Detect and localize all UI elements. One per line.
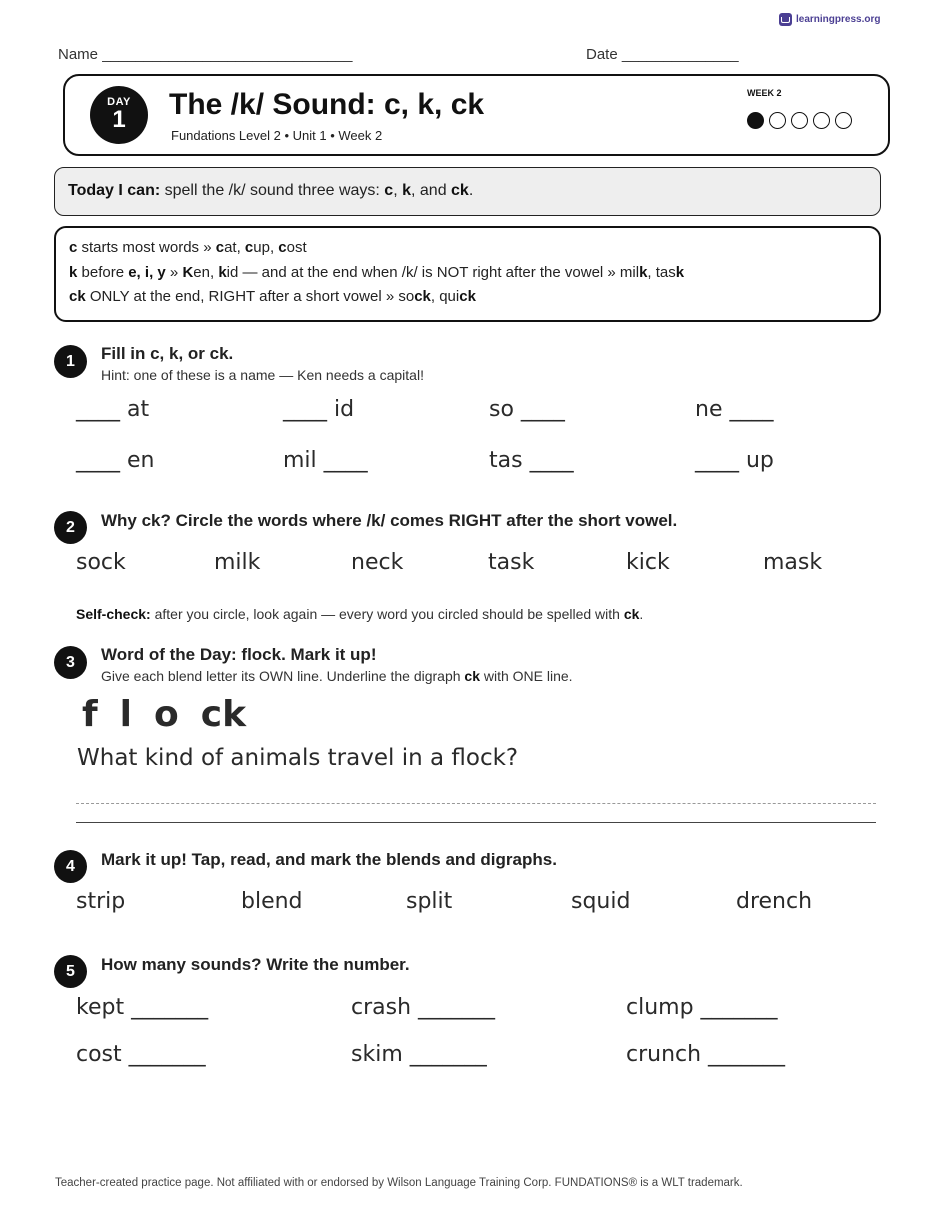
mark-word[interactable]: blend [241, 889, 303, 914]
rule-bold: ck [459, 288, 476, 305]
date-blank: ______________ [621, 46, 739, 63]
date-label: Date [586, 46, 618, 63]
writing-guide-dashed [76, 803, 876, 804]
rule-bold: c [215, 239, 225, 256]
brand-link[interactable] [779, 13, 880, 26]
circle-word[interactable]: milk [214, 550, 261, 575]
rule-bold: e, i, y [128, 263, 166, 281]
rule-key: ck [69, 288, 86, 305]
goal-ck: ck [451, 182, 469, 199]
sound-count-item[interactable]: cost _______ [76, 1042, 206, 1067]
goal-sep: , [393, 182, 403, 199]
self-check-end: . [639, 606, 644, 622]
rule-bold: k [675, 263, 685, 281]
sound-count-item[interactable]: skim _______ [351, 1042, 487, 1067]
goal-end: . [468, 182, 474, 199]
word-of-day-question: What kind of animals travel in a flock? [77, 745, 519, 771]
self-check-text: after you circle, look again — every word you circled should be spelled with [150, 606, 624, 622]
name-label: Name [58, 46, 99, 63]
rule-ck [69, 288, 866, 313]
week-dot-empty [813, 112, 830, 129]
fill-in-item[interactable]: ____ at [76, 397, 150, 422]
hint-text: Give each blend letter its OWN line. Underline the digraph [101, 668, 465, 684]
letter-tile[interactable]: f [82, 694, 98, 735]
week-dot-filled [747, 112, 764, 129]
page-title: The /k/ Sound: c, k, ck [169, 88, 485, 121]
question-1-hint: Hint: one of these is a name — Ken needs a capital! [101, 367, 424, 383]
learning-goal [54, 167, 881, 216]
question-2-title: Why ck? Circle the words where /k/ comes RIGHT after the short vowel. [101, 511, 678, 530]
rule-text: at, [224, 239, 245, 256]
rule-bold: K [182, 263, 194, 281]
footer-disclaimer: Teacher-created practice page. Not affiliated with or endorsed by Wilson Language Training Corp. FUNDATIONS® is a WLT trademark. [55, 1177, 743, 1189]
goal-text: spell the /k/ sound three ways: [160, 182, 385, 199]
goal-c: c [384, 182, 394, 199]
letter-tile[interactable]: l [119, 694, 133, 735]
hint-bold: ck [464, 668, 480, 684]
name-field[interactable] [58, 46, 352, 63]
rule-text: , qui [430, 288, 460, 305]
rule-bold: k [218, 263, 227, 281]
question-number-2: 2 [54, 511, 87, 544]
rule-bold: ck [414, 288, 431, 305]
week-progress [747, 112, 852, 129]
question-number-3: 3 [54, 646, 87, 679]
sound-count-item[interactable]: crash _______ [351, 995, 496, 1020]
question-number-1: 1 [54, 345, 87, 378]
week-label: WEEK 2 [747, 88, 782, 98]
rule-text: ONLY at the end, RIGHT after a short vowel » so [85, 288, 415, 305]
word-of-day-letters [82, 694, 268, 735]
rule-bold: k [639, 263, 648, 281]
circle-word[interactable]: kick [626, 550, 670, 575]
rule-bold: c [244, 239, 254, 256]
question-number-5: 5 [54, 955, 87, 988]
self-check-lead: Self-check: [76, 606, 151, 622]
writing-line[interactable] [76, 822, 876, 823]
page-subtitle: Fundations Level 2 • Unit 1 • Week 2 [171, 128, 383, 143]
brand-text: learningpress.org [796, 14, 881, 25]
self-check-note [76, 606, 643, 622]
mark-word[interactable]: squid [571, 889, 631, 914]
question-3-hint [101, 668, 573, 684]
sound-count-item[interactable]: clump _______ [626, 995, 778, 1020]
goal-lead: Today I can: [68, 182, 161, 199]
question-1-title: Fill in c, k, or ck. [101, 344, 234, 363]
fill-in-item[interactable]: ____ up [695, 448, 774, 473]
day-badge [90, 86, 148, 144]
self-check-bold: ck [623, 606, 640, 622]
rule-key: c [69, 239, 78, 256]
goal-sep: , and [411, 182, 452, 199]
day-label: DAY [107, 96, 131, 108]
fill-in-item[interactable]: ____ en [76, 448, 155, 473]
circle-word[interactable]: neck [351, 550, 404, 575]
circle-word[interactable]: task [488, 550, 535, 575]
rule-text: up, [253, 239, 279, 256]
fill-in-item[interactable]: so ____ [489, 397, 565, 422]
rule-text: » [165, 263, 183, 281]
fill-in-item[interactable]: ____ id [283, 397, 355, 422]
rule-key: k [69, 263, 78, 281]
question-4-title: Mark it up! Tap, read, and mark the blends and digraphs. [101, 850, 557, 869]
spelling-rules [54, 226, 881, 322]
day-number: 1 [112, 106, 126, 133]
lesson-header [63, 74, 890, 156]
book-icon [779, 13, 792, 26]
hint-text: with ONE line. [479, 668, 573, 684]
mark-word[interactable]: strip [76, 889, 126, 914]
question-number-4: 4 [54, 850, 87, 883]
goal-k: k [402, 182, 411, 199]
mark-word[interactable]: drench [736, 889, 813, 914]
fill-in-item[interactable]: mil ____ [283, 448, 368, 473]
date-field[interactable] [586, 46, 739, 63]
fill-in-item[interactable]: ne ____ [695, 397, 774, 422]
week-dot-empty [835, 112, 852, 129]
letter-tile[interactable]: ck [200, 694, 247, 735]
rule-text: before [77, 263, 129, 281]
mark-word[interactable]: split [406, 889, 453, 914]
name-blank: ______________________________ [102, 46, 353, 63]
sound-count-item[interactable]: crunch _______ [626, 1042, 786, 1067]
question-5-title: How many sounds? Write the number. [101, 955, 410, 974]
rule-k [69, 264, 866, 289]
fill-in-item[interactable]: tas ____ [489, 448, 574, 473]
rule-text: , tas [647, 263, 676, 281]
rule-bold: c [278, 239, 287, 256]
rule-text: en, [193, 263, 219, 281]
circle-word[interactable]: sock [76, 550, 126, 575]
rule-text: ost [286, 239, 307, 256]
sound-count-item[interactable]: kept _______ [76, 995, 209, 1020]
rule-text: id — and at the end when /k/ is NOT right after the vowel » mil [226, 263, 640, 281]
letter-tile[interactable]: o [154, 694, 179, 735]
week-dot-empty [769, 112, 786, 129]
rule-text: starts most words » [77, 239, 216, 256]
circle-word[interactable]: mask [763, 550, 823, 575]
rule-c [69, 239, 866, 264]
week-dot-empty [791, 112, 808, 129]
question-3-title: Word of the Day: flock. Mark it up! [101, 645, 377, 664]
